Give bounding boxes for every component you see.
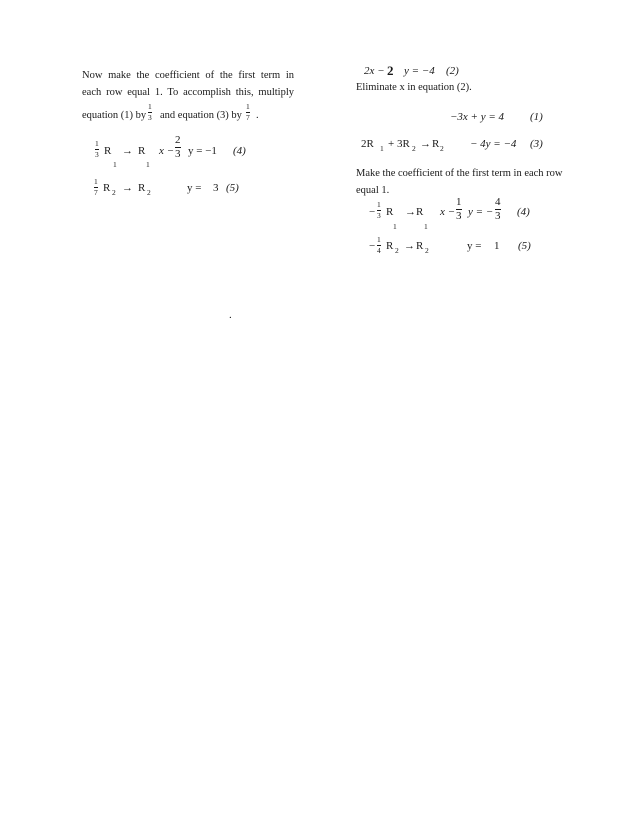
equation-rest: − 4y = −4	[470, 138, 517, 150]
left-paragraph-line3a: equation (1) by	[82, 110, 147, 121]
fraction-denominator: 3	[495, 210, 501, 222]
equation-label: (4)	[233, 145, 246, 157]
row-subscript: 1	[393, 222, 397, 231]
fraction-denominator: 3	[377, 210, 381, 220]
minus-sign: −	[369, 206, 376, 218]
equation-value: 3	[213, 182, 219, 194]
right-paragraph-line2: equal 1.	[356, 185, 390, 196]
eq4-fraction	[456, 197, 462, 222]
row-symbol: R	[104, 145, 112, 157]
fraction-numerator: 1	[148, 102, 152, 111]
row-symbol: R	[138, 182, 146, 194]
left-paragraph-line1: Now make the coefficient of the first term in	[82, 70, 294, 81]
arrow-icon: →	[122, 182, 133, 194]
row-subscript: 2	[440, 144, 444, 153]
equation-mid: y = −	[468, 206, 494, 218]
arrow-icon: →	[122, 145, 133, 157]
equation-rest: y = −1	[188, 145, 217, 157]
row-subscript: 2	[412, 144, 416, 153]
eq4-rhs-fraction	[495, 197, 501, 222]
row-subscript: 1	[146, 160, 150, 169]
fraction-numerator: 1	[246, 102, 250, 111]
x-term: x −	[440, 206, 456, 218]
minus-sign: −	[369, 240, 376, 252]
equation-rest: y =	[467, 240, 482, 252]
row-subscript: 2	[112, 188, 116, 197]
row-subscript: 1	[113, 160, 117, 169]
equation-rest: y =	[187, 182, 202, 194]
fraction-numerator: 1	[377, 200, 381, 209]
row-symbol: R	[416, 206, 424, 218]
row-subscript: 2	[147, 188, 151, 197]
equation-lhs: −3x + y = 4	[450, 111, 505, 123]
row-symbol: R	[138, 145, 146, 157]
fraction-one-seventh	[246, 103, 250, 121]
arrow-icon: →	[404, 240, 415, 252]
left-paragraph-line3c: .	[256, 110, 259, 121]
equation-lhs: 2x −	[364, 65, 385, 77]
fraction-denominator: 7	[94, 187, 98, 197]
fraction-numerator: 1	[377, 235, 381, 244]
eliminate-instruction: Eliminate x in equation (2).	[356, 82, 472, 93]
equation-label: (5)	[226, 182, 239, 194]
fraction-numerator: 1	[94, 177, 98, 186]
equation-label: (5)	[518, 240, 531, 252]
x-term: x −	[159, 145, 175, 157]
eq5-coefficient	[94, 178, 98, 196]
big-two: 2	[387, 63, 394, 78]
equation-label: (1)	[530, 111, 543, 123]
fraction-numerator: 1	[456, 196, 462, 208]
row-symbol: R	[103, 182, 111, 194]
fraction-denominator: 4	[377, 245, 381, 255]
arrow-icon: →	[405, 206, 416, 218]
fraction-denominator: 7	[246, 112, 250, 122]
stray-mark: .	[229, 309, 232, 321]
row-symbol: R	[386, 206, 394, 218]
left-paragraph-line2: each row equal 1. To accomplish this, multiply	[82, 87, 294, 98]
left-paragraph-line3b: and equation (3) by	[160, 110, 242, 121]
arrow-icon: →	[420, 138, 431, 150]
eq4-fraction	[175, 135, 181, 160]
right-paragraph-line1: Make the coefficient of the first term in each row	[356, 168, 563, 179]
row-symbol: R	[416, 240, 424, 252]
eq5-coefficient	[377, 236, 381, 254]
fraction-denominator: 3	[148, 112, 152, 122]
fraction-denominator: 3	[456, 210, 462, 222]
row-subscript: 1	[424, 222, 428, 231]
equation-label: (3)	[530, 138, 543, 150]
equation-rest: y = −4	[404, 65, 435, 77]
fraction-one-third	[148, 103, 152, 121]
fraction-denominator: 3	[95, 149, 99, 159]
row-symbol: R	[386, 240, 394, 252]
eq4-coefficient	[95, 140, 99, 158]
equation-label: (2)	[446, 65, 459, 77]
equation-value: 1	[494, 240, 500, 252]
row-subscript: 2	[425, 246, 429, 255]
row-operation: 2R	[361, 138, 374, 150]
fraction-denominator: 3	[175, 148, 181, 160]
equation-label: (4)	[517, 206, 530, 218]
row-subscript: 1	[380, 144, 384, 153]
fraction-numerator: 4	[495, 196, 501, 208]
row-subscript: 2	[395, 246, 399, 255]
row-symbol: R	[432, 138, 440, 150]
row-operation: + 3R	[388, 138, 410, 150]
fraction-numerator: 2	[175, 134, 181, 146]
fraction-numerator: 1	[95, 139, 99, 148]
eq4-coefficient	[377, 201, 381, 219]
